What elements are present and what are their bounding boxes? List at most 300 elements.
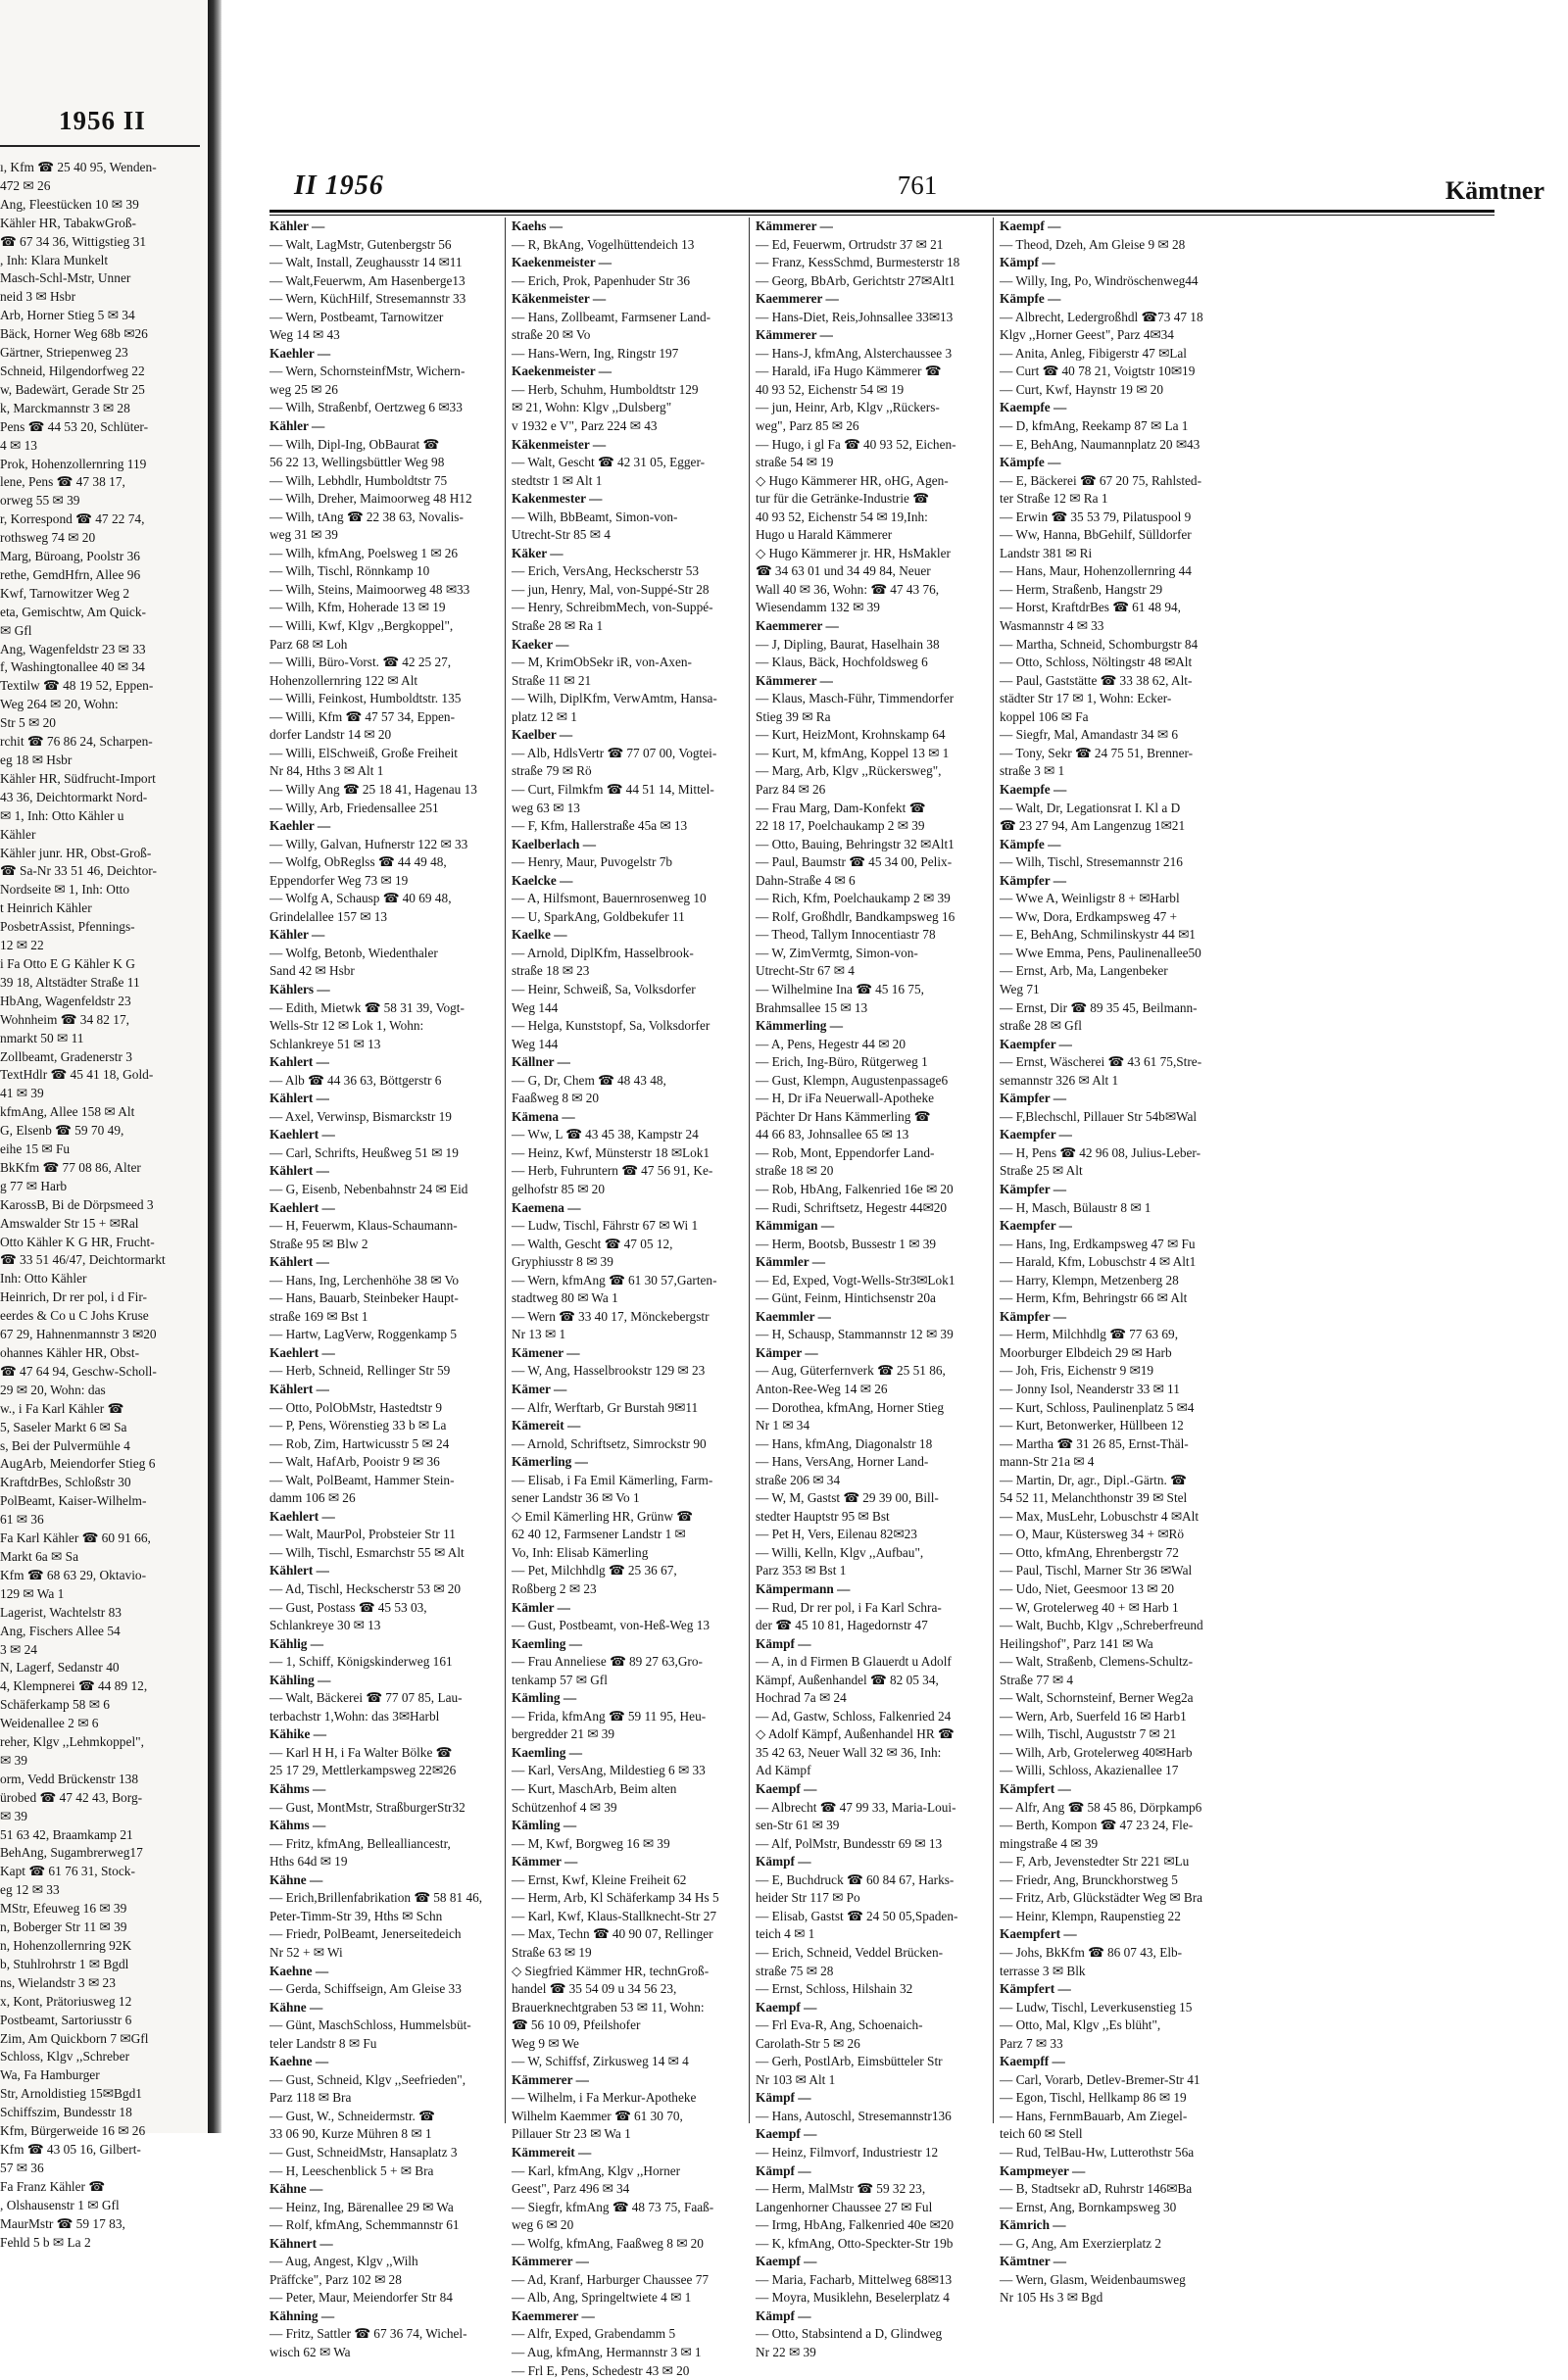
left-page-line: Gärtner, Striepenweg 23: [0, 345, 128, 361]
directory-entry-line: Schlankreye 30 ✉ 13: [270, 1618, 381, 1633]
header-rule-thin: [270, 215, 1494, 216]
directory-entry-line: — Ad, Tischl, Heckscherstr 53 ✉ 20: [270, 1581, 462, 1597]
left-page-line: Kapt ☎ 61 76 31, Stock-: [0, 1864, 135, 1879]
directory-entry-line: — Walt, Straßenb, Clemens-Schultz-: [1000, 1654, 1193, 1670]
directory-entry-line: — Heinz, Kwf, Münsterstr 18 ✉Lok1: [512, 1144, 710, 1160]
directory-entry-line: — Moyra, Musiklehn, Beselerplatz 4: [756, 2290, 950, 2306]
left-page-line: Schiffszim, Bundesstr 18: [0, 2105, 132, 2120]
surname-heading: Kämereit —: [512, 1418, 581, 1433]
directory-entry-line: — G, Eisenb, Nebenbahnstr 24 ✉ Eid: [270, 1181, 468, 1196]
surname-heading: Kämpf —: [756, 1635, 811, 1651]
surname-heading: Kaemmler —: [756, 1308, 831, 1324]
directory-entry-line: Gryphiusstr 8 ✉ 39: [512, 1254, 613, 1270]
directory-entry-line: — Wilh, Dipl-Ing, ObBaurat ☎: [270, 436, 440, 452]
directory-entry-line: koppel 106 ✉ Fa: [1000, 708, 1089, 724]
directory-entry-line: Parz 68 ✉ Loh: [270, 636, 348, 652]
directory-entry-line: tenkamp 57 ✉ Gfl: [512, 1672, 608, 1687]
directory-entry-line: — Wilh, Lebhdlr, Humboldtstr 75: [270, 472, 448, 488]
directory-entry-line: — B, Stadtsekr aD, Ruhrstr 146✉Ba: [1000, 2181, 1193, 2197]
left-page-line: , Olshausenstr 1 ✉ Gfl: [0, 2197, 120, 2212]
surname-heading: Kaempf —: [756, 1781, 817, 1797]
directory-entry-line: — Paul, Tischl, Marner Str 36 ✉Wal: [1000, 1563, 1193, 1579]
directory-entry-line: — Fritz, Sattler ☎ 67 36 74, Wichel-: [270, 2326, 467, 2342]
left-page-line: reher, Klgv ,,Lehmkoppel",: [0, 1734, 144, 1750]
directory-entry-line: tur für die Getränke-Industrie ☎: [756, 491, 929, 507]
surname-heading: Käkenmeister —: [512, 436, 607, 452]
surname-heading: Kaempfert —: [1000, 1926, 1077, 1942]
directory-entry-line: — E, BehAng, Naumannplatz 20 ✉43: [1000, 436, 1200, 452]
surname-heading: Kämpf —: [1000, 255, 1055, 270]
directory-entry-line: — Alb, HdlsVertr ☎ 77 07 00, Vogtei-: [512, 745, 717, 760]
directory-entry-line: — Walt, Buchb, Klgv ,,Schreberfreund: [1000, 1618, 1203, 1633]
directory-entry-line: — Walt, MaurPol, Probsteier Str 11: [270, 1527, 456, 1542]
directory-entry-line: straße 3 ✉ 1: [1000, 763, 1065, 779]
directory-entry-line: — Martin, Dr, agr., Dipl.-Gärtn. ☎: [1000, 1472, 1187, 1487]
surname-heading: Kämmerer —: [756, 327, 833, 343]
directory-entry-line: sen-Str 61 ✉ 39: [756, 1818, 840, 1833]
directory-entry-line: — Walt, LagMstr, Gutenbergstr 56: [270, 236, 452, 252]
directory-entry-line: — Walth, Gescht ☎ 47 05 12,: [512, 1236, 673, 1251]
directory-column-1: [270, 218, 499, 2359]
left-page-line: Kähler HR, TabakwGroß-: [0, 215, 137, 230]
surname-heading: Kämpfe —: [1000, 836, 1061, 851]
directory-entry-line: — Frida, kfmAng ☎ 59 11 95, Heu-: [512, 1708, 707, 1724]
directory-entry-line: Utrecht-Str 85 ✉ 4: [512, 527, 611, 543]
directory-entry-line: Parz 118 ✉ Bra: [270, 2090, 352, 2106]
left-page-line: Wohnheim ☎ 34 82 17,: [0, 1011, 130, 1027]
page-number: 761: [897, 170, 938, 200]
directory-entry-line: Geest", Parz 496 ✉ 34: [512, 2181, 630, 2197]
left-page-line: N, Lagerf, Sedanstr 40: [0, 1660, 120, 1676]
left-page-line: Zim, Am Quickborn 7 ✉Gfl: [0, 2030, 149, 2046]
left-page-line: k, Marckmannstr 3 ✉ 28: [0, 400, 130, 415]
surname-heading: Kämpermann —: [756, 1581, 851, 1597]
directory-entry-line: — Hans, Zollbeamt, Farmsener Land-: [512, 309, 711, 324]
left-page-entries: [0, 159, 208, 2252]
left-page-line: KraftdrBes, Schloßstr 30: [0, 1475, 131, 1490]
directory-entry-line: — Willy, Ing, Po, Windröschenweg44: [1000, 272, 1199, 288]
directory-entry-line: — Theod, Dzeh, Am Gleise 9 ✉ 28: [1000, 236, 1186, 252]
left-page-fragment: [0, 0, 208, 2250]
surname-heading: Kaempff —: [1000, 2054, 1065, 2069]
directory-entry-line: straße 169 ✉ Bst 1: [270, 1308, 368, 1324]
surname-heading: Kähnert —: [270, 2235, 333, 2251]
directory-entry-line: — Gust, Klempn, Augustenpassage6: [756, 1072, 949, 1088]
directory-page: [221, 0, 1568, 2378]
directory-entry-line: — Harald, iFa Hugo Kämmerer ☎: [756, 364, 942, 379]
directory-entry-line: — Anita, Anleg, Fibigerstr 47 ✉Lal: [1000, 345, 1187, 361]
directory-entry-line: — Herm, Kfm, Behringstr 66 ✉ Alt: [1000, 1290, 1188, 1306]
directory-entry-line: Landstr 381 ✉ Ri: [1000, 545, 1093, 560]
left-page-line: MStr, Efeuweg 16 ✉ 39: [0, 1901, 127, 1917]
directory-entry-line: — Rob, Mont, Eppendorfer Land-: [756, 1144, 935, 1160]
surname-heading: Kahlert —: [270, 1054, 329, 1070]
directory-entry-line: — Herb, Schuhm, Humboldtstr 129: [512, 381, 699, 397]
directory-entry-line: straße 75 ✉ 28: [756, 1963, 834, 1978]
surname-heading: Kaehlert —: [270, 1344, 335, 1360]
surname-heading: Kählert —: [270, 1091, 329, 1106]
directory-entry-line: — Rudi, Schriftsetz, Hegestr 44✉20: [756, 1199, 948, 1215]
left-page-line: Textilw ☎ 48 19 52, Eppen-: [0, 678, 154, 694]
directory-entry-line: — W, Ang, Hasselbrookstr 129 ✉ 23: [512, 1363, 706, 1379]
left-page-line: Ang, Wagenfeldstr 23 ✉ 33: [0, 641, 146, 656]
directory-entry-line: — Friedr, Ang, Brunckhorstweg 5: [1000, 1871, 1178, 1887]
directory-entry-line: Parz 7 ✉ 33: [1000, 2035, 1063, 2051]
directory-entry-line: Weg 144: [512, 999, 559, 1015]
directory-entry-line: — H, Leeschenblick 5 + ✉ Bra: [270, 2162, 434, 2178]
left-page-line: 57 ✉ 36: [0, 2160, 44, 2175]
left-page-line: g 77 ✉ Harb: [0, 1178, 68, 1193]
surname-heading: Kämpfer —: [1000, 1181, 1067, 1196]
left-page-line: ohannes Kähler HR, Obst-: [0, 1345, 140, 1360]
directory-entry-line: — Wwe Emma, Pens, Paulinenallee50: [1000, 945, 1201, 960]
surname-heading: Kaemling —: [512, 1635, 583, 1651]
surname-heading: Kämpfe —: [1000, 455, 1061, 470]
directory-entry-line: stedtstr 1 ✉ Alt 1: [512, 472, 603, 488]
directory-entry-line: 56 22 13, Wellingsbüttler Weg 98: [270, 455, 445, 470]
surname-heading: Kählert —: [270, 1163, 329, 1179]
left-page-line: Str 5 ✉ 20: [0, 715, 56, 731]
directory-entry-line: — Erwin ☎ 35 53 79, Pilatuspool 9: [1000, 509, 1192, 524]
surname-heading: Kämling —: [512, 1690, 577, 1706]
directory-entry-line: 25 17 29, Mettlerkampsweg 22✉26: [270, 1763, 457, 1778]
directory-entry-line: — Hans, VersAng, Horner Land-: [756, 1454, 929, 1470]
surname-heading: Kaehne —: [270, 2054, 329, 2069]
directory-entry-line: — Helga, Kunststopf, Sa, Volksdorfer: [512, 1018, 710, 1034]
directory-entry-line: — Ludw, Tischl, Leverkusenstieg 15: [1000, 1999, 1193, 2015]
surname-heading: Kaeker —: [512, 636, 569, 652]
directory-entry-line: Straße 77 ✉ 4: [1000, 1672, 1074, 1687]
left-page-line: eg 18 ✉ Hsbr: [0, 753, 73, 767]
left-page-line: Schäferkamp 58 ✉ 6: [0, 1697, 110, 1713]
directory-entry-line: — Pet H, Vers, Eilenau 82✉23: [756, 1527, 917, 1542]
directory-entry-line: — Walt,Feuerwm, Am Hasenberge13: [270, 272, 466, 288]
directory-entry-line: — Henry, Maur, Puvogelstr 7b: [512, 854, 673, 870]
surname-heading: Kähne —: [270, 1999, 323, 2015]
left-page-line: ✉ 39: [0, 1808, 27, 1823]
directory-entry-line: — Joh, Fris, Eichenstr 9 ✉19: [1000, 1363, 1154, 1379]
directory-entry-line: Schlankreye 51 ✉ 13: [270, 1036, 381, 1051]
directory-entry-line: — Erich,Brillenfabrikation ☎ 58 81 46,: [270, 1890, 483, 1906]
directory-entry-line: — Hans, Maur, Hohenzollernring 44: [1000, 563, 1192, 579]
surname-heading: Kähler —: [270, 219, 325, 233]
directory-entry-line: — W, M, Gastst ☎ 29 39 00, Bill-: [756, 1490, 939, 1506]
directory-entry-line: — Gust, SchneidMstr, Hansaplatz 3: [270, 2144, 458, 2160]
directory-entry-line: — Max, Techn ☎ 40 90 07, Rellinger: [512, 1926, 713, 1942]
directory-entry-line: — Franz, KessSchmd, Burmesterstr 18: [756, 255, 960, 270]
left-page-line: Kähler junr. HR, Obst-Groß-: [0, 845, 152, 860]
left-page-line: ı, Kfm ☎ 25 40 95, Wenden-: [0, 160, 157, 174]
directory-entry-line: — Harald, Kfm, Lobuschstr 4 ✉ Alt1: [1000, 1254, 1197, 1270]
surname-heading: Kähling —: [270, 1672, 331, 1687]
directory-entry-line: — Alf, PolMstr, Bundesstr 69 ✉ 13: [756, 1835, 943, 1851]
directory-entry-line: wisch 62 ✉ Wa: [270, 2344, 351, 2359]
left-page-line: 472 ✉ 26: [0, 177, 51, 193]
directory-entry-line: Langenhorner Chaussee 27 ✉ Ful: [756, 2199, 933, 2214]
surname-heading: Kaekenmeister —: [512, 364, 612, 379]
directory-entry-line: — Gust, Postass ☎ 45 53 03,: [270, 1599, 427, 1615]
surname-heading: Kaemmerer —: [512, 2307, 595, 2323]
directory-entry-line: — Curt, Filmkfm ☎ 44 51 14, Mittel-: [512, 781, 714, 797]
left-page-line: 43 36, Deichtormarkt Nord-: [0, 789, 148, 804]
directory-entry-line: Parz 84 ✉ 26: [756, 781, 826, 797]
surname-heading: Kämrich —: [1000, 2217, 1066, 2233]
directory-entry-line: — Wilh, Arb, Grotelerweg 40✉Harb: [1000, 1744, 1193, 1760]
surname-heading: Kaehne —: [270, 1963, 329, 1978]
directory-entry-line: — Walt, PolBeamt, Hammer Stein-: [270, 1472, 455, 1487]
directory-entry-line: — Horst, KraftdrBes ☎ 61 48 94,: [1000, 600, 1181, 615]
left-page-line: , Inh: Klara Munkelt: [0, 252, 109, 267]
left-page-line: G, Elsenb ☎ 59 70 49,: [0, 1123, 124, 1139]
directory-entry-line: — Karl, Kwf, Klaus-Stallknecht-Str 27: [512, 1908, 717, 1923]
directory-entry-line: mann-Str 21a ✉ 4: [1000, 1454, 1095, 1470]
directory-entry-line: Brauerknechtgraben 53 ✉ 11, Wohn:: [512, 1999, 705, 2015]
surname-heading: Kaehler —: [270, 345, 331, 361]
directory-entry-line: — Herb, Schneid, Rellinger Str 59: [270, 1363, 451, 1379]
directory-entry-line: Kämpf, Außenhandel ☎ 82 05 34,: [756, 1672, 939, 1687]
directory-entry-line: ◇ Adolf Kämpf, Außenhandel HR ☎: [756, 1726, 955, 1742]
directory-entry-line: — Klaus, Masch-Führ, Timmendorfer: [756, 691, 955, 706]
left-page-line: n, Boberger Str 11 ✉ 39: [0, 1919, 127, 1935]
directory-entry-line: der ☎ 45 10 81, Hagedornstr 47: [756, 1618, 928, 1633]
left-page-line: Str, Arnoldistieg 15✉Bgd1: [0, 2086, 142, 2102]
directory-entry-line: weg 31 ✉ 39: [270, 527, 338, 543]
directory-entry-line: — F, Arb, Jevenstedter Str 221 ✉Lu: [1000, 1854, 1190, 1870]
surname-heading: Kakenmester —: [512, 491, 603, 507]
directory-entry-line: straße 28 ✉ Gfl: [1000, 1018, 1082, 1034]
directory-entry-line: stedter Hauptstr 95 ✉ Bst: [756, 1508, 890, 1524]
surname-heading: Kämmereit —: [512, 2144, 592, 2160]
directory-entry-line: Dahn-Straße 4 ✉ 6: [756, 872, 856, 888]
directory-entry-line: handel ☎ 35 54 09 u 34 56 23,: [512, 1981, 677, 1997]
directory-entry-line: — Ad, Gastw, Schloss, Falkenried 24: [756, 1708, 952, 1724]
surname-heading: Kämmerer —: [756, 672, 833, 688]
directory-entry-line: — Georg, BbArb, Gerichtstr 27✉Alt1: [756, 272, 956, 288]
left-page-line: Otto Kähler K G HR, Frucht-: [0, 1234, 155, 1249]
directory-entry-line: — Peter, Maur, Meiendorfer Str 84: [270, 2290, 453, 2306]
page-header: [261, 170, 1544, 212]
directory-entry-line: — Kurt, HeizMont, Krohnskamp 64: [756, 727, 946, 743]
directory-entry-line: semannstr 326 ✉ Alt 1: [1000, 1072, 1119, 1088]
directory-entry-line: weg 6 ✉ 20: [512, 2217, 574, 2233]
directory-entry-line: — Herm, Bootsb, Bussestr 1 ✉ 39: [756, 1236, 937, 1251]
directory-entry-line: — Hans-J, kfmAng, Alsterchaussee 3: [756, 345, 953, 361]
directory-entry-line: — Wilh, Dreher, Maimoorweg 48 H12: [270, 491, 472, 507]
directory-entry-line: — H, Feuerwm, Klaus-Schaumann-: [270, 1218, 458, 1234]
surname-heading: Kaempf —: [756, 2126, 817, 2142]
surname-heading: Kaehlert —: [270, 1199, 335, 1215]
directory-entry-line: — Tony, Sekr ☎ 24 75 51, Brenner-: [1000, 745, 1194, 760]
directory-entry-line: Nr 105 Hs 3 ✉ Bgd: [1000, 2290, 1103, 2306]
left-page-line: b, Stuhlrohrstr 1 ✉ Bgdl: [0, 1956, 129, 1971]
left-page-line: rothsweg 74 ✉ 20: [0, 530, 96, 546]
directory-entry-line: Carolath-Str 5 ✉ 26: [756, 2035, 860, 2051]
directory-entry-line: — A, Pens, Hegestr 44 ✉ 20: [756, 1036, 906, 1051]
surname-heading: Kämper —: [756, 1344, 818, 1360]
surname-heading: Kämer —: [512, 1382, 567, 1396]
directory-entry-line: — D, kfmAng, Reekamp 87 ✉ La 1: [1000, 418, 1189, 434]
directory-entry-line: städter Str 17 ✉ 1, Wohn: Ecker-: [1000, 691, 1172, 706]
directory-entry-line: — Willi, Schloss, Akazienallee 17: [1000, 1763, 1179, 1778]
directory-entry-line: — Willi, ElSchweiß, Große Freiheit: [270, 745, 458, 760]
directory-entry-line: terrasse 3 ✉ Blk: [1000, 1963, 1086, 1978]
directory-entry-line: — Marg, Arb, Klgv ,,Rückersweg",: [756, 763, 942, 779]
left-page-line: orm, Vedd Brückenstr 138: [0, 1771, 139, 1786]
directory-entry-line: Pächter Dr Hans Kämmerling ☎: [756, 1108, 931, 1124]
left-page-line: 61 ✉ 36: [0, 1512, 44, 1528]
directory-entry-line: — Arnold, DiplKfm, Hasselbrook-: [512, 945, 694, 960]
directory-entry-line: — E, Buchdruck ☎ 60 84 67, Harks-: [756, 1871, 955, 1887]
surname-heading: Kämmerer —: [512, 2071, 589, 2087]
left-page-line: Amswalder Str 15 + ✉Ral: [0, 1215, 139, 1231]
directory-entry-line: platz 12 ✉ 1: [512, 708, 577, 724]
directory-entry-line: — Wern, Glasm, Weidenbaumsweg: [1000, 2271, 1186, 2287]
surname-heading: Kaempfer —: [1000, 1127, 1072, 1142]
surname-heading: Kähne —: [270, 1871, 323, 1887]
directory-entry-line: 40 93 52, Eichenstr 54 ✉ 19,Inh:: [756, 509, 928, 524]
directory-entry-line: Straße 28 ✉ Ra 1: [512, 618, 604, 634]
left-page-line: Zollbeamt, Gradenerstr 3: [0, 1048, 132, 1064]
surname-heading: Kaempfer —: [1000, 1218, 1072, 1234]
directory-entry-line: ✉ 21, Wohn: Klgv ,,Dulsberg": [512, 400, 672, 415]
directory-entry-line: — Rud, TelBau-Hw, Lutterothstr 56a: [1000, 2144, 1195, 2160]
directory-entry-line: straße 18 ✉ 20: [756, 1163, 834, 1179]
surname-heading: Kämener —: [512, 1344, 580, 1360]
directory-column-3: [756, 218, 985, 2359]
directory-entry-line: — Heinz, Filmvorf, Industriestr 12: [756, 2144, 939, 2160]
left-page-line: 39 18, Altstädter Straße 11: [0, 974, 140, 990]
page-header-keyword: Kämtner: [1445, 176, 1544, 205]
page-header-left: II 1956: [294, 170, 384, 201]
directory-entry-line: — Wern, Arb, Suerfeld 16 ✉ Harb1: [1000, 1708, 1187, 1724]
directory-entry-line: — Curt, Kwf, Haynstr 19 ✉ 20: [1000, 381, 1163, 397]
directory-entry-line: — Rob, HbAng, Falkenried 16e ✉ 20: [756, 1181, 954, 1196]
directory-entry-line: — H, Masch, Bülaustr 8 ✉ 1: [1000, 1199, 1152, 1215]
directory-entry-line: teler Landstr 8 ✉ Fu: [270, 2035, 377, 2051]
directory-entry-line: — Hans-Wern, Ing, Ringstr 197: [512, 345, 679, 361]
left-page-line: ✉ 1, Inh: Otto Kähler u: [0, 807, 124, 823]
left-page-line: eerdes & Co u C Johs Kruse: [0, 1308, 149, 1324]
directory-entry-line: Peter-Timm-Str 39, Hths ✉ Schn: [270, 1908, 443, 1923]
directory-entry-line: Wall 40 ✉ 36, Wohn: ☎ 47 43 76,: [756, 581, 940, 597]
directory-entry-line: — Heinr, Klempn, Raupenstieg 22: [1000, 1908, 1181, 1923]
directory-entry-line: — Herb, Fuhruntern ☎ 47 56 91, Ke-: [512, 1163, 713, 1179]
directory-entry-line: — Wern, SchornsteinfMstr, Wichern-: [270, 364, 466, 379]
directory-entry-line: — Aug, Angest, Klgv ,,Wilh: [270, 2254, 418, 2269]
directory-entry-line: Brahmsallee 15 ✉ 13: [756, 999, 868, 1015]
directory-entry-line: dorfer Landstr 14 ✉ 20: [270, 727, 392, 743]
surname-heading: Kaempf —: [756, 2254, 817, 2269]
column-divider: [993, 218, 994, 2123]
directory-entry-line: — Rich, Kfm, Poelchaukamp 2 ✉ 39: [756, 891, 951, 906]
directory-entry-line: — Karl, kfmAng, Klgv ,,Horner: [512, 2162, 681, 2178]
directory-entry-line: — H, Pens ☎ 42 96 08, Julius-Leber-: [1000, 1144, 1201, 1160]
directory-entry-line: — Frau Marg, Dam-Konfekt ☎: [756, 800, 926, 815]
directory-entry-line: ◇ Siegfried Kämmer HR, technGroß-: [512, 1963, 710, 1978]
surname-heading: Kämerling —: [512, 1454, 588, 1470]
directory-entry-line: — Alfr, Ang ☎ 58 45 86, Dörpkamp6: [1000, 1799, 1202, 1815]
directory-entry-line: — Wilh, Tischl, Auguststr 7 ✉ 21: [1000, 1726, 1177, 1742]
directory-entry-line: — Ww, Hanna, BbGehilf, Sülldorfer: [1000, 527, 1192, 543]
surname-heading: Källner —: [512, 1054, 570, 1070]
directory-entry-line: — Frl Eva-R, Ang, Schoenaich-: [756, 2017, 923, 2033]
directory-entry-line: — Herm, Milchhdlg ☎ 77 63 69,: [1000, 1327, 1179, 1342]
left-page-line: MaurMstr ☎ 59 17 83,: [0, 2215, 125, 2231]
surname-heading: Kählers —: [270, 981, 330, 996]
directory-entry-line: Straße 63 ✉ 19: [512, 1944, 592, 1960]
left-page-line: nmarkt 50 ✉ 11: [0, 1030, 84, 1045]
surname-heading: Kaehlert —: [270, 1508, 335, 1524]
directory-entry-line: 54 52 11, Melanchthonstr 39 ✉ Stel: [1000, 1490, 1188, 1506]
directory-entry-line: — Carl, Schrifts, Heußweg 51 ✉ 19: [270, 1144, 459, 1160]
directory-entry-line: — Erich, VersAng, Heckscherstr 53: [512, 563, 700, 579]
directory-entry-line: — Willy, Galvan, Hufnerstr 122 ✉ 33: [270, 836, 468, 851]
directory-entry-line: Faaßweg 8 ✉ 20: [512, 1091, 600, 1106]
directory-entry-line: — Fritz, kfmAng, Bellealliancestr,: [270, 1835, 451, 1851]
directory-entry-line: — Curt ☎ 40 78 21, Voigtstr 10✉19: [1000, 364, 1196, 379]
directory-entry-line: straße 206 ✉ 34: [756, 1472, 841, 1487]
directory-entry-line: — P, Pens, Wörenstieg 33 b ✉ La: [270, 1418, 447, 1433]
directory-entry-line: — Wern, kfmAng ☎ 61 30 57,Garten-: [512, 1272, 717, 1287]
left-page-line: x, Kont, Prätoriusweg 12: [0, 1993, 132, 2009]
left-page-line: Kfm ☎ 68 63 29, Oktavio-: [0, 1567, 147, 1582]
directory-entry-line: — Willi, Kwf, Klgv ,,Bergkoppel",: [270, 618, 454, 634]
directory-entry-line: Grindelallee 157 ✉ 13: [270, 908, 388, 924]
directory-entry-line: Schützenhof 4 ✉ 39: [512, 1799, 617, 1815]
directory-entry-line: — Willy Ang ☎ 25 18 41, Hagenau 13: [270, 781, 477, 797]
directory-entry-line: — Frau Anneliese ☎ 89 27 63,Gro-: [512, 1654, 703, 1670]
directory-entry-line: — Ernst, Arb, Ma, Langenbeker: [1000, 963, 1168, 979]
directory-entry-line: — Wilh, Tischl, Stresemannstr 216: [1000, 854, 1183, 870]
left-page-line: 51 63 42, Braamkamp 21: [0, 1826, 133, 1842]
directory-entry-line: Heilingshof", Parz 141 ✉ Wa: [1000, 1635, 1153, 1651]
surname-heading: Kähne —: [270, 2181, 323, 2197]
left-page-line: 4, Klempnerei ☎ 44 89 12,: [0, 1678, 148, 1694]
left-page-line: 29 ✉ 20, Wohn: das: [0, 1382, 106, 1397]
surname-heading: Kämmerling —: [756, 1018, 844, 1034]
directory-entry-line: 35 42 63, Neuer Wall 32 ✉ 36, Inh:: [756, 1744, 942, 1760]
directory-entry-line: — Heinr, Schweiß, Sa, Volksdorfer: [512, 981, 696, 996]
left-page-line: Marg, Büroang, Poolstr 36: [0, 549, 140, 564]
directory-entry-line: 44 66 83, Johnsallee 65 ✉ 13: [756, 1127, 909, 1142]
left-page-line: Kähler: [0, 826, 36, 842]
directory-entry-line: — Hartw, LagVerw, Roggenkamp 5: [270, 1327, 458, 1342]
surname-heading: Kählig —: [270, 1635, 324, 1651]
directory-entry-line: — Karl, VersAng, Mildestieg 6 ✉ 33: [512, 1763, 706, 1778]
left-page-line: HbAng, Wagenfeldstr 23: [0, 993, 131, 1008]
directory-entry-line: — Ernst, Schloss, Hilshain 32: [756, 1981, 913, 1997]
directory-entry-line: Nr 13 ✉ 1: [512, 1327, 566, 1342]
directory-entry-line: Sand 42 ✉ Hsbr: [270, 963, 355, 979]
surname-heading: Kampmeyer —: [1000, 2162, 1086, 2178]
directory-entry-line: Stieg 39 ✉ Ra: [756, 708, 831, 724]
directory-entry-line: — Martha, Schneid, Schomburgstr 84: [1000, 636, 1199, 652]
directory-entry-line: — Ernst, Ang, Bornkampsweg 30: [1000, 2199, 1177, 2214]
surname-heading: Kämler —: [512, 1599, 570, 1615]
surname-heading: Käker —: [512, 545, 564, 560]
directory-entry-line: — Wern, KüchHilf, Stresemannstr 33: [270, 291, 466, 307]
directory-entry-line: gelhofstr 85 ✉ 20: [512, 1181, 605, 1196]
directory-entry-line: — Erich, Schneid, Veddel Brücken-: [756, 1944, 944, 1960]
surname-heading: Kämpfer —: [1000, 1308, 1067, 1324]
directory-entry-line: — Friedr, PolBeamt, Jenerseitedeich: [270, 1926, 462, 1942]
directory-entry-line: — Walt, Bäckerei ☎ 77 07 85, Lau-: [270, 1690, 463, 1706]
directory-entry-line: — Karl H H, i Fa Walter Bölke ☎: [270, 1744, 453, 1760]
directory-entry-line: weg 63 ✉ 13: [512, 800, 580, 815]
surname-heading: Kählert —: [270, 1254, 329, 1270]
surname-heading: Kämmer —: [512, 1854, 578, 1870]
directory-entry-line: — Siegfr, kfmAng ☎ 48 73 75, Faaß-: [512, 2199, 714, 2214]
